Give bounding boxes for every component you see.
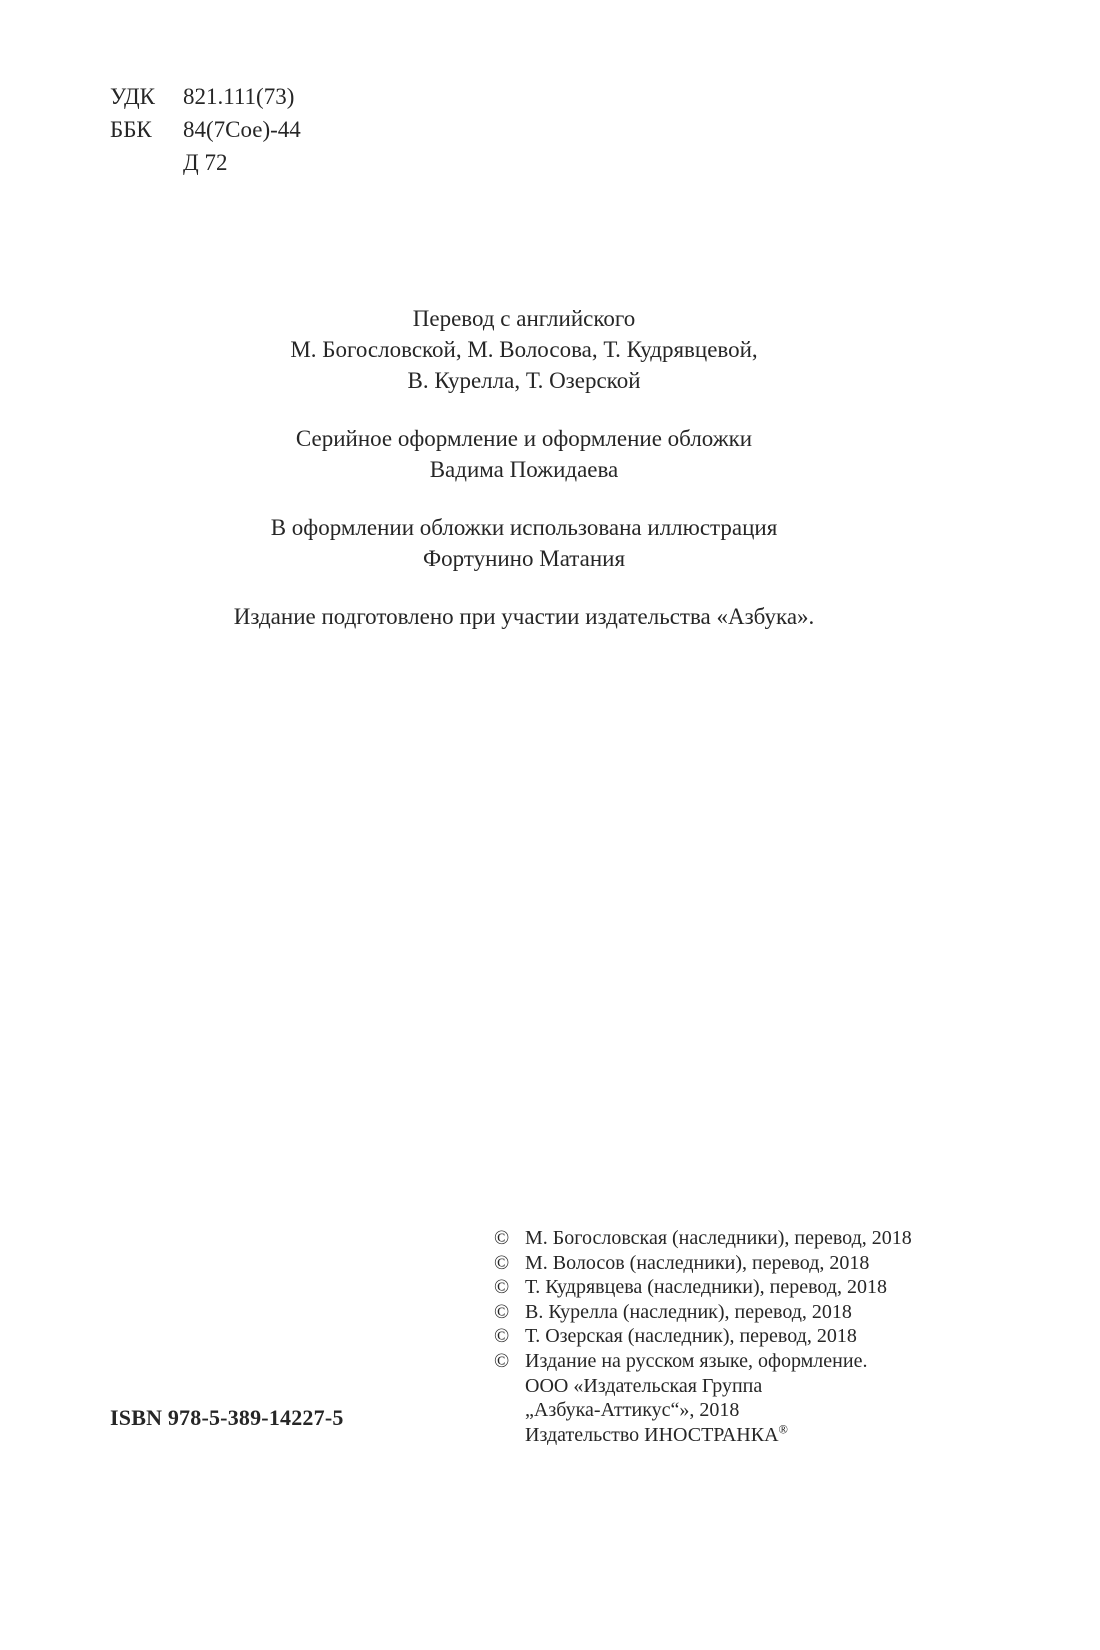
- author-sign-spacer: [110, 146, 183, 179]
- translation-credit: [0, 303, 1048, 396]
- registered-trademark-mark: ®: [778, 1422, 788, 1437]
- bbk-value: 84(7Сое)-44: [183, 117, 301, 142]
- copyright-symbol: ©: [494, 1251, 510, 1274]
- bbk-line: [110, 113, 301, 146]
- copyright-entry-text: М. Волосов (наследники), перевод, 2018: [525, 1251, 870, 1274]
- copyright-edition-line: „Азбука-Аттикус“», 2018: [525, 1399, 740, 1422]
- illustration-credit-line: В оформлении обложки использована иллюстрация: [270, 515, 778, 540]
- participation-note-line: Издание подготовлено при участии издательства «Азбука».: [233, 604, 815, 629]
- copyright-entry: [494, 1300, 912, 1325]
- udk-value: 821.111(73): [183, 84, 295, 109]
- design-credit-line: Вадима Пожидаева: [429, 457, 619, 482]
- copyright-symbol: ©: [494, 1349, 510, 1372]
- author-sign-value: Д 72: [183, 150, 228, 175]
- copyright-symbol: ©: [494, 1300, 510, 1323]
- copyright-edition-entry: [494, 1349, 912, 1447]
- translation-credit-line: В. Курелла, Т. Озерской: [407, 368, 641, 393]
- udk-label: УДК: [110, 84, 155, 109]
- classification-codes: [110, 80, 301, 179]
- translation-credit-line: М. Богословской, М. Волосова, Т. Кудрявцевой,: [290, 337, 758, 362]
- copyright-entry-text: В. Курелла (наследник), перевод, 2018: [525, 1300, 852, 1323]
- copyright-symbol: ©: [494, 1325, 510, 1348]
- copyright-entry: [494, 1275, 912, 1300]
- copyright-edition-line: ООО «Издательская Группа: [525, 1374, 763, 1397]
- publisher-name: Издательство ИНОСТРАНКА: [525, 1423, 779, 1446]
- participation-note: [0, 601, 1048, 632]
- copyright-edition-text: [525, 1349, 867, 1447]
- copyright-symbol: ©: [494, 1227, 510, 1249]
- copyright-entry-text: Т. Кудрявцева (наследники), перевод, 2018: [525, 1276, 887, 1299]
- copyright-entry: [494, 1226, 912, 1251]
- copyright-entry: [494, 1251, 912, 1276]
- udk-line: [110, 80, 301, 113]
- illustration-credit: [0, 512, 1048, 574]
- copyright-entry: [494, 1324, 912, 1349]
- author-sign-line: [110, 146, 301, 179]
- copyright-entry-text: Т. Озерская (наследник), перевод, 2018: [525, 1325, 857, 1348]
- copyright-block: [494, 1226, 912, 1447]
- translation-credit-line: Перевод с английского: [412, 306, 636, 331]
- copyright-edition-line: Издание на русском языке, оформление.: [525, 1349, 868, 1372]
- design-credit-line: Серийное оформление и оформление обложки: [295, 426, 753, 451]
- design-credit: [0, 423, 1048, 485]
- bbk-label: ББК: [110, 117, 152, 142]
- copyright-symbol: ©: [494, 1276, 510, 1299]
- copyright-entry-text: М. Богословская (наследники), перевод, 2018: [525, 1227, 912, 1249]
- imprint-center-block: [0, 303, 1048, 659]
- publisher-line: [525, 1423, 867, 1448]
- isbn: ISBN 978-5-389-14227-5: [110, 1405, 344, 1430]
- illustration-credit-line: Фортунино Матания: [422, 546, 626, 571]
